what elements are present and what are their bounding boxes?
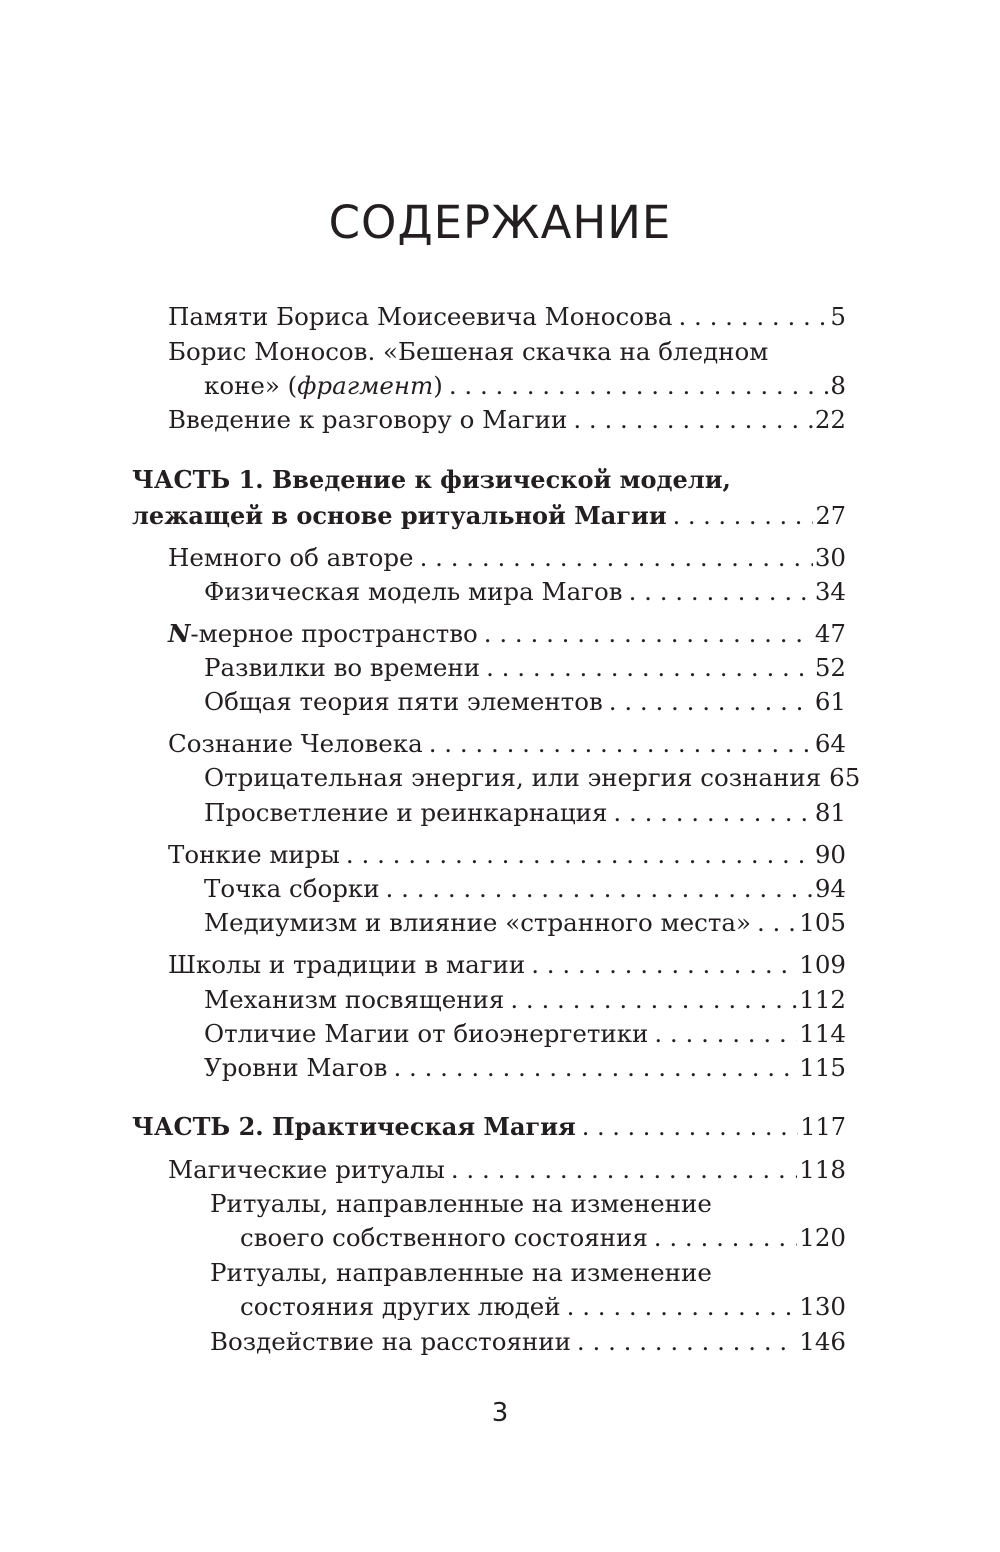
dot-leader [340, 838, 813, 872]
dot-leader [667, 498, 814, 534]
toc-entry-title-line2: своего собственного состояния [240, 1223, 648, 1252]
toc-entry [204, 872, 846, 906]
dot-leader [561, 1290, 798, 1324]
toc-entry [168, 617, 846, 651]
dot-leader [567, 403, 812, 437]
toc-page-number: 109 [799, 950, 846, 979]
toc-page-number: 30 [814, 543, 846, 572]
toc-page-number: 120 [799, 1223, 846, 1252]
toc-entry-title: N-мерное пространство [168, 619, 478, 648]
toc-page-number: 81 [814, 798, 846, 827]
toc-entry-title: Памяти Бориса Моисеевича Моносова [168, 302, 673, 331]
toc-page-number: 146 [799, 1327, 846, 1356]
dot-leader [603, 685, 813, 719]
toc-entry-title: Школы и традиции в магии [168, 950, 526, 979]
toc-page-number: 61 [814, 687, 846, 716]
dot-leader [414, 541, 813, 575]
toc-entry-title-line1: Ритуалы, направленные на изменение [210, 1189, 712, 1218]
toc-entry [204, 761, 861, 795]
toc-entry [204, 575, 846, 609]
toc-entry-title-line2: коне» (фрагмент) [204, 371, 443, 400]
toc-part-heading [132, 462, 846, 534]
toc-entry [204, 906, 846, 940]
toc-entry [168, 1153, 846, 1187]
toc-entry-title-line2: лежащей в основе ритуальной Магии [132, 501, 667, 530]
dot-leader [648, 1017, 797, 1051]
toc-entry-title: ЧАСТЬ 2. Практическая Магия [132, 1112, 576, 1141]
toc-entry [168, 403, 846, 437]
toc-page-number: 105 [799, 908, 846, 937]
toc-page-number: 90 [814, 840, 846, 869]
toc-entry-title: Отрицательная энергия, или энергия сознания [204, 763, 822, 792]
toc-entry-title-line1: Борис Моносов. «Бешеная скачка на бледном [168, 337, 769, 366]
toc-entry [204, 1017, 846, 1051]
toc-entry-title: Просветление и реинкарнация [204, 798, 608, 827]
toc-entry-title-line1: Ритуалы, направленные на изменение [210, 1258, 712, 1287]
toc-entry-title: Медиумизм и влияние «странного места» [204, 908, 751, 937]
toc-page-number: 114 [799, 1019, 846, 1048]
dot-leader [445, 1153, 797, 1187]
toc-entry-title: Механизм посвящения [204, 985, 505, 1014]
toc-entry [168, 300, 846, 334]
fragment-italic: фрагмент [297, 371, 434, 400]
toc-page-number: 8 [830, 371, 846, 400]
toc-entry [210, 1256, 846, 1324]
toc-entry-title: Физическая модель мира Магов [204, 577, 623, 606]
toc-entry-title: Магические ритуалы [168, 1155, 445, 1184]
dot-leader [821, 761, 827, 795]
dot-leader [623, 575, 813, 609]
dot-leader [607, 796, 812, 830]
dot-leader [380, 872, 813, 906]
toc-page-number: 115 [799, 1053, 846, 1082]
dot-leader [423, 727, 813, 761]
toc-page-number: 130 [799, 1292, 846, 1321]
toc-entry-title: Введение к разговору о Магии [168, 405, 568, 434]
toc-page-number: 34 [814, 577, 846, 606]
toc-page-number: 47 [814, 619, 846, 648]
dot-leader [387, 1051, 797, 1085]
toc-entry [204, 651, 846, 685]
dot-leader [443, 369, 829, 403]
toc-page-number: 22 [814, 405, 846, 434]
page-title: СОДЕРЖАНИЕ [328, 196, 672, 249]
toc-entry [204, 983, 846, 1017]
toc-entry [210, 1187, 846, 1255]
toc-page-number: 117 [800, 1113, 846, 1141]
toc-page-number: 5 [830, 302, 846, 331]
dot-leader [576, 1110, 798, 1144]
toc-page-number: 27 [815, 502, 846, 530]
dot-leader [504, 983, 797, 1017]
toc-entry-title: Отличие Магии от биоэнергетики [204, 1019, 649, 1048]
toc-entry [168, 335, 846, 403]
toc-entry [168, 838, 846, 872]
toc-entry-title: Воздействие на расстоянии [210, 1327, 571, 1356]
toc-entry-title: Точка сборки [204, 874, 380, 903]
dot-leader [672, 300, 828, 334]
toc-entry-title-line1: ЧАСТЬ 1. Введение к физической модели, [132, 465, 731, 494]
n-symbol: N [168, 619, 191, 648]
dot-leader [648, 1221, 797, 1255]
toc-page-number: 52 [814, 653, 846, 682]
toc-page-number: 94 [814, 874, 846, 903]
toc-entry-title: Немного об авторе [168, 543, 414, 572]
dot-leader [525, 948, 797, 982]
toc-entry-title: Общая теория пяти элементов [204, 687, 603, 716]
toc-part-heading [132, 1110, 846, 1144]
toc-entry [210, 1325, 846, 1359]
toc-entry-title: Тонкие миры [168, 840, 340, 869]
page-number: 3 [491, 1398, 509, 1428]
toc-entry [168, 541, 846, 575]
toc-page-number: 118 [799, 1155, 846, 1184]
toc-page-number: 112 [799, 985, 846, 1014]
toc-entry-title: Сознание Человека [168, 729, 423, 758]
toc-entry [204, 685, 846, 719]
toc-entry [204, 796, 846, 830]
toc-entry [204, 1051, 846, 1085]
toc-entry [168, 948, 846, 982]
toc-page-number: 65 [829, 763, 861, 792]
dot-leader [571, 1325, 797, 1359]
dot-leader [478, 617, 813, 651]
toc-entry-title: Уровни Магов [204, 1053, 388, 1082]
toc-entry-title: Развилки во времени [204, 653, 481, 682]
dot-leader [751, 906, 797, 940]
toc-entry [168, 727, 846, 761]
toc-page-number: 64 [814, 729, 846, 758]
dot-leader [480, 651, 813, 685]
toc-entry-title-line2: состояния других людей [240, 1292, 561, 1321]
